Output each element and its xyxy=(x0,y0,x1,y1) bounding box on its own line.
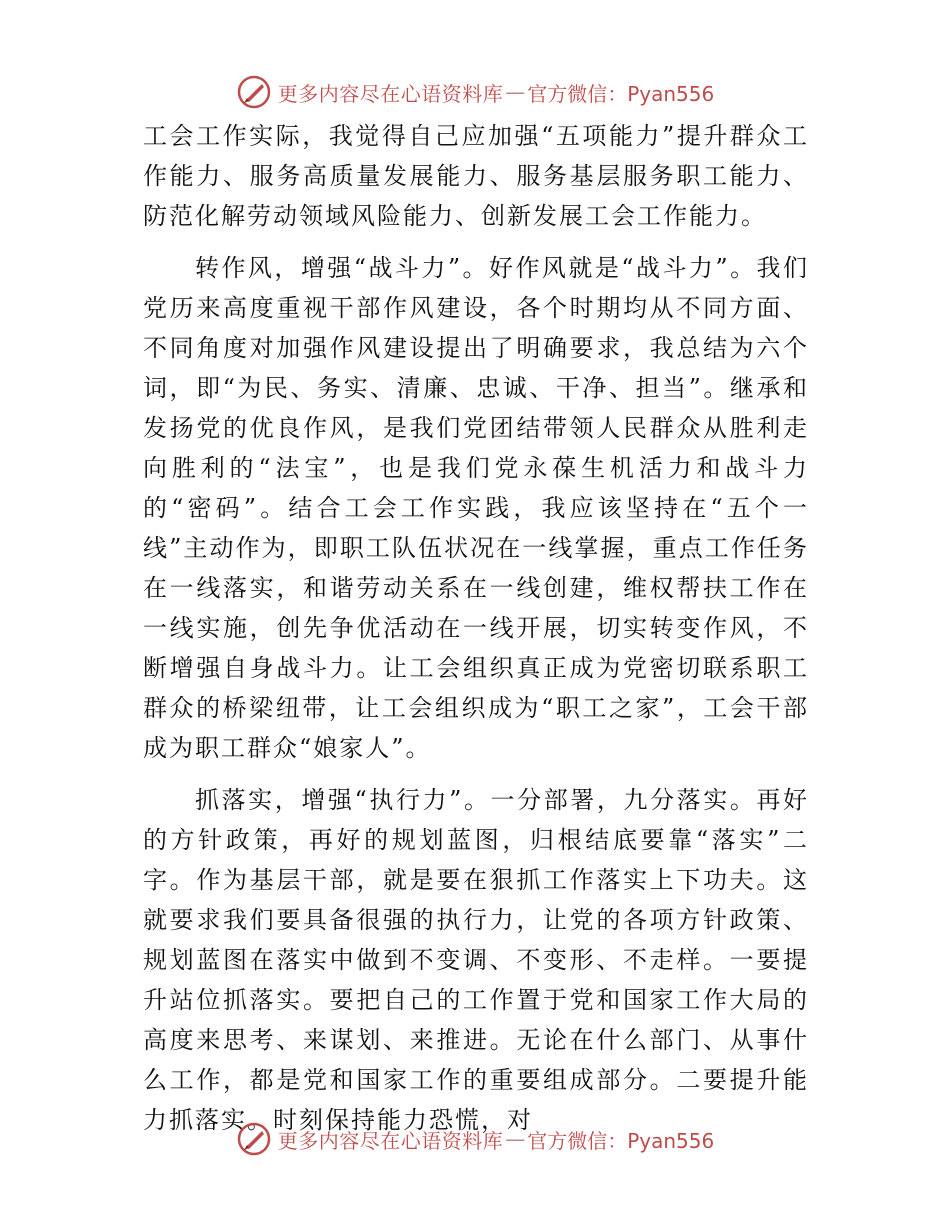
banner-contact: 官方微信：Pyan556 xyxy=(527,81,715,106)
banner-separator: — xyxy=(505,1127,526,1151)
paragraph-3: 抓落实，增强“执行力”。一分部署，九分落实。再好的方针政策，再好的规划蓝图，归根结底要靠“落实”二字。作为基层干部，就是要在狠抓工作落实上下功夫。这就要求我们要具备很强的执行力，让党的各项方针政策、规划蓝图在落实中做到不变调、不变形、不走样。一要提升站位抓落实。要把自己的工作置于党和国家工作大局的高度来思考、来谋划、来推进。无论在什么部门、从事什么工作，都是党和国家工作的重要组成部分。二要提升能力抓落实。时刻保持能力恐慌，对 xyxy=(143,786,809,1134)
quill-logo-icon xyxy=(236,74,272,110)
quill-logo-icon xyxy=(236,1121,272,1157)
banner-separator: — xyxy=(505,80,526,104)
paragraph-2: 转作风，增强“战斗力”。好作风就是“战斗力”。我们党历来高度重视干部作风建设，各个时期均从不同方面、不同角度对加强作风建设提出了明确要求，我总结为六个词，即“为民、务实、清廉、忠诚、干净、担当”。继承和发扬党的优良作风，是我们党团结带领人民群众从胜利走向胜利的“法宝”，也是我们党永葆生机活力和战斗力的“密码”。结合工会工作实践，我应该坚持在“五个一线”主动作为，即职工队伍状况在一线掌握，重点工作任务在一线落实，和谐劳动关系在一线创建，维权帮扶工作在一线实施，创先争优活动在一线开展，切实转变作风，不断增强自身战斗力。让工会组织真正成为党密切联系职工群众的桥梁纽带，让工会组织成为“职工之家”，工会干部成为职工群众“娘家人”。 xyxy=(143,254,809,762)
footer-watermark-banner xyxy=(0,1119,950,1159)
banner-contact: 官方微信：Pyan556 xyxy=(527,1128,715,1153)
document-body xyxy=(143,116,809,1152)
paragraph-1: 工会工作实际，我觉得自己应加强“五项能力”提升群众工作能力、服务高质量发展能力、服务基层服务职工能力、防范化解劳动领域风险能力、创新发展工会工作能力。 xyxy=(143,122,809,230)
banner-title: 更多内容尽在心语资料库 xyxy=(277,1128,504,1153)
header-watermark-banner xyxy=(0,72,950,112)
banner-title: 更多内容尽在心语资料库 xyxy=(277,81,504,106)
